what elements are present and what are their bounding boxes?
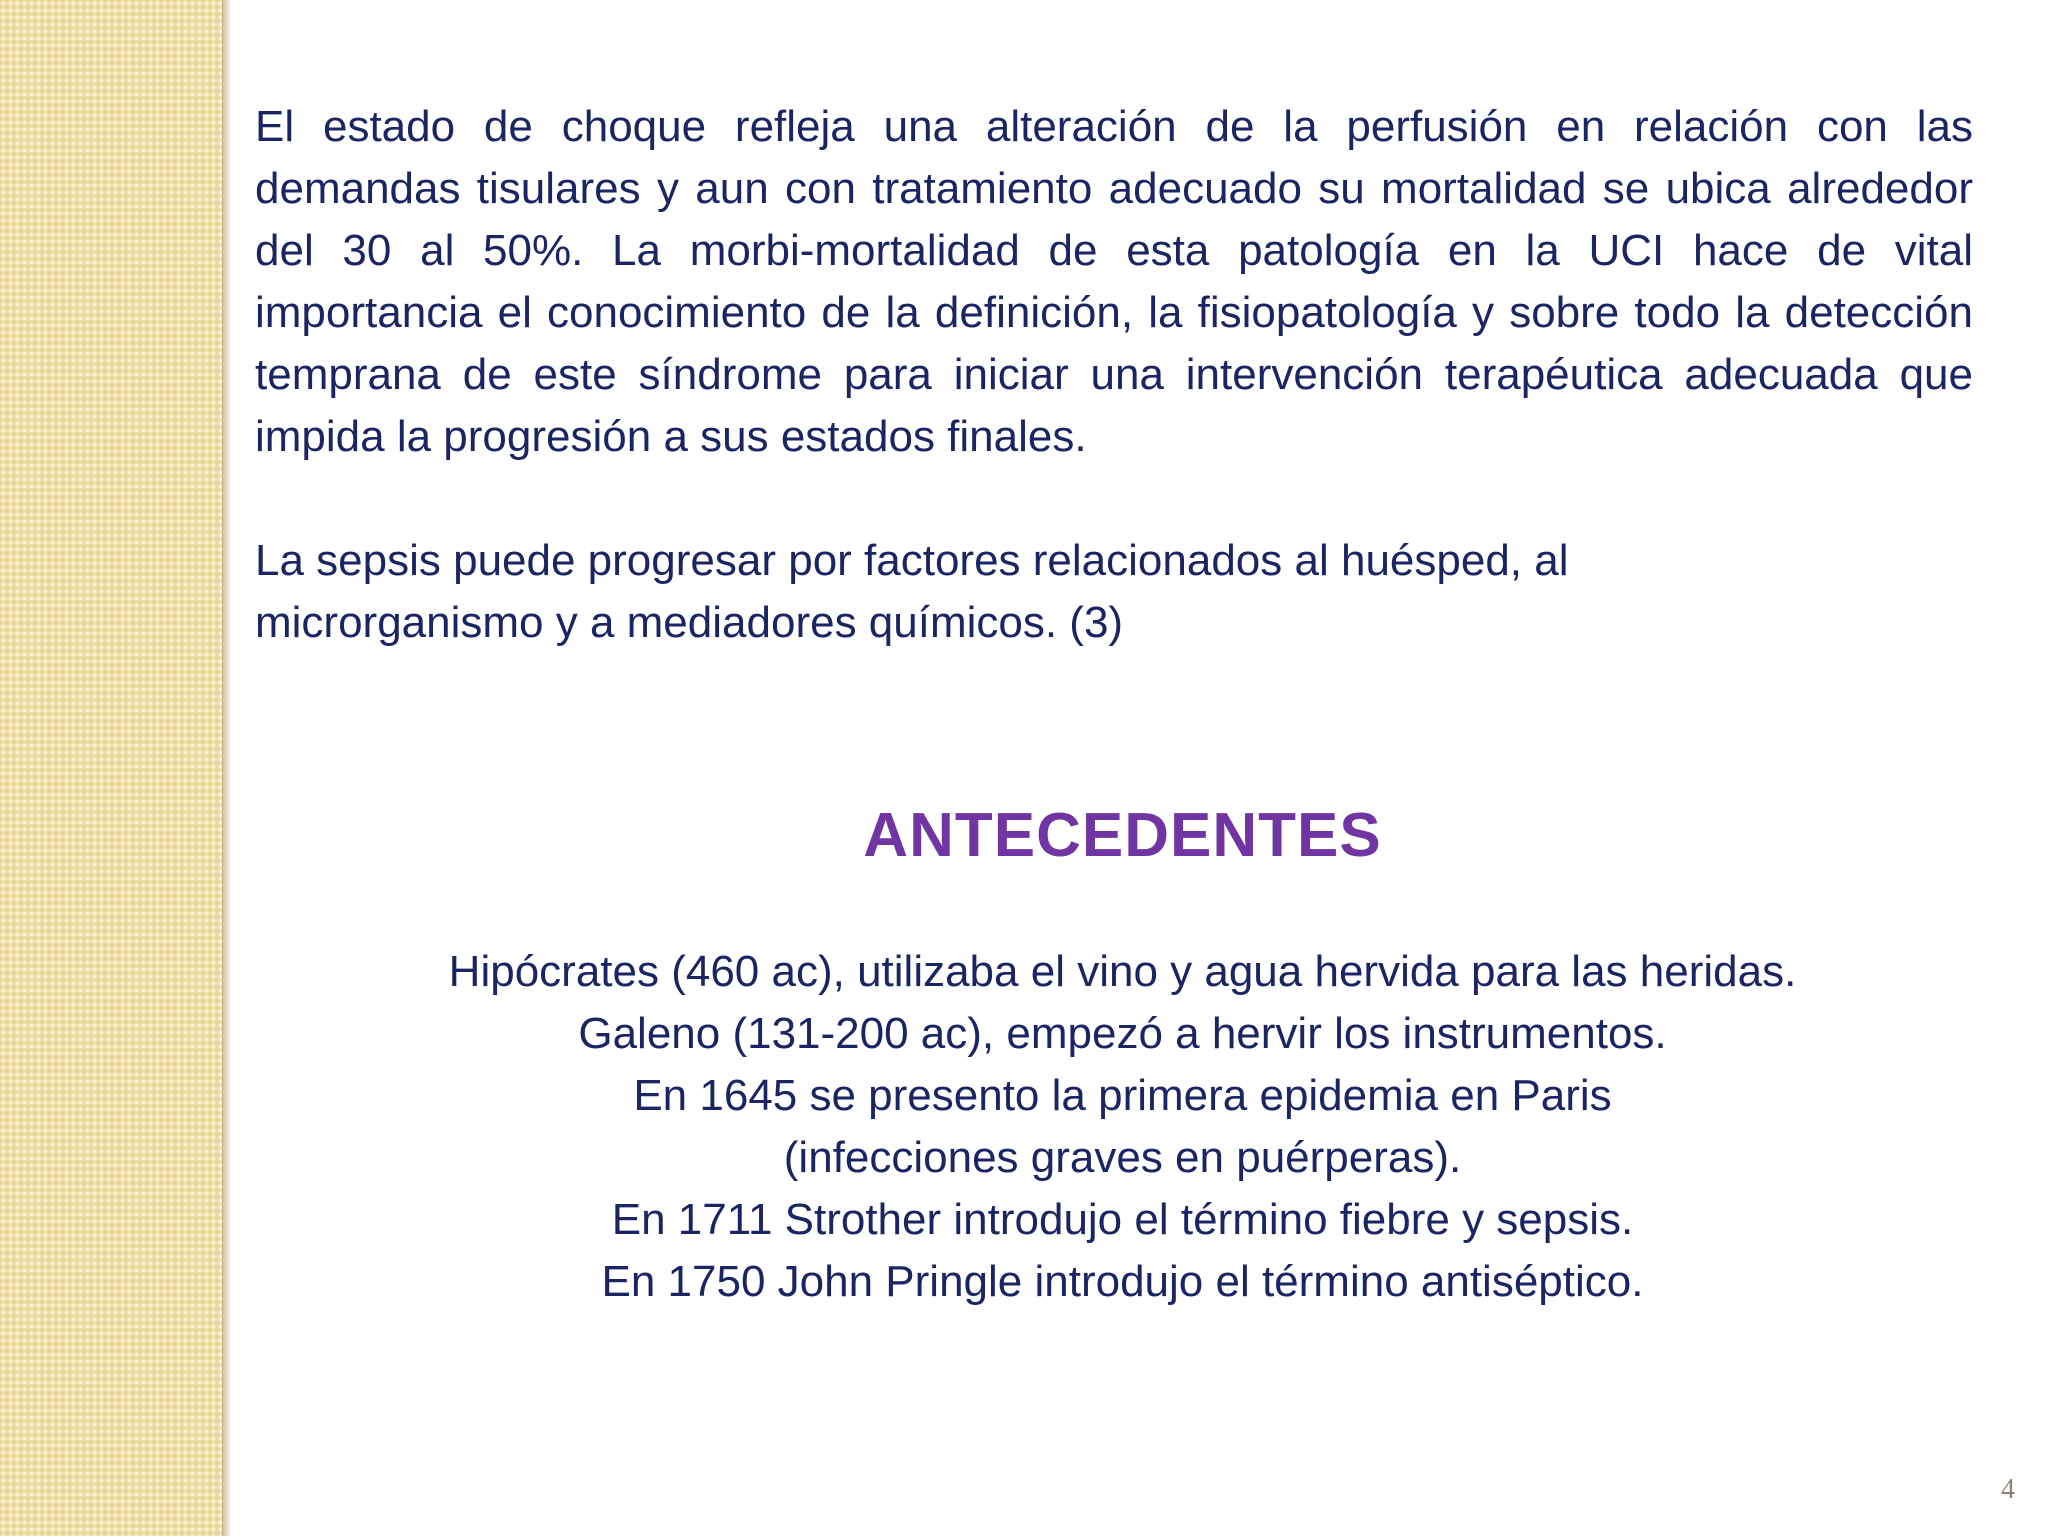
- history-item: Galeno (131-200 ac), empezó a hervir los instrumentos.: [578, 1009, 1667, 1058]
- history-item: (infecciones graves en puérperas).: [783, 1133, 1462, 1182]
- history-list: [230, 941, 2015, 1313]
- section-heading: ANTECEDENTES: [863, 801, 1382, 870]
- intro-paragraph: El estado de choque refleja una alteración de la perfusión en relación con las demandas tisulares y aun con tratamiento adecuado su mortalidad se ubica alrededor del 30 al 50%. La morbi-mortalidad de esta patología en la UCI hace de vital importancia el conocimiento de la definición, la fisiopatología y sobre todo la detección temprana de este síndrome para iniciar una intervención terapéutica adecuada que impida la progresión a sus estados finales.: [255, 102, 1973, 461]
- history-item: En 1750 John Pringle introdujo el término antiséptico.: [601, 1257, 1644, 1306]
- decorative-sidebar: [0, 0, 222, 1536]
- sepsis-line-2: microrganismo y a mediadores químicos. (3): [255, 598, 1124, 647]
- history-item: Hipócrates (460 ac), utilizaba el vino y agua hervida para las heridas.: [448, 947, 1797, 996]
- sepsis-line-1: La sepsis puede progresar por factores relacionados al huésped, al: [255, 536, 1569, 585]
- sidebar-divider: [222, 0, 230, 1536]
- history-item: En 1711 Strother introdujo el término fiebre y sepsis.: [611, 1195, 1634, 1244]
- page-number: 4: [2001, 1474, 2015, 1505]
- sepsis-paragraph: [255, 530, 1973, 654]
- history-item: En 1645 se presento la primera epidemia en Paris: [633, 1071, 1612, 1120]
